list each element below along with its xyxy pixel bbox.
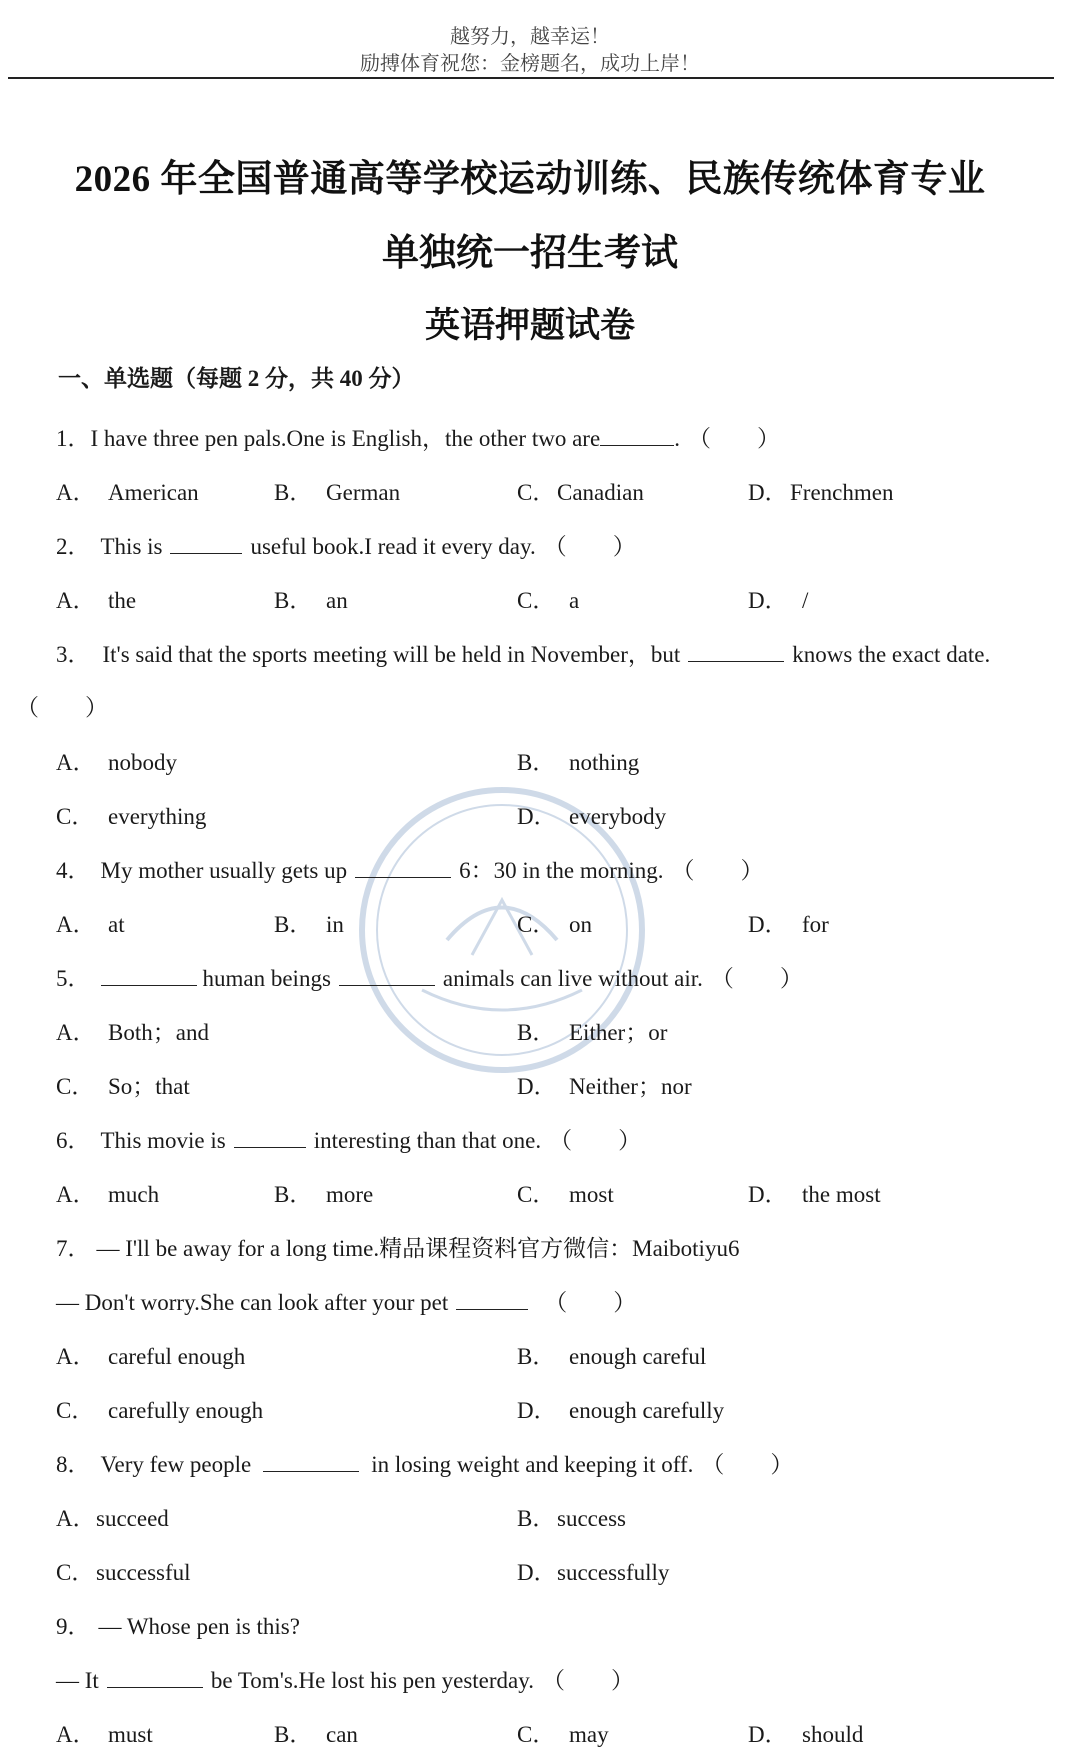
header-rule: [8, 77, 1054, 79]
answer-paren[interactable]: （ ）: [549, 1128, 642, 1153]
exam-title-line-2: 单独统一招生考试: [382, 233, 678, 274]
option-4b[interactable]: B． in: [274, 912, 344, 937]
answer-blank[interactable]: [688, 642, 784, 662]
option-5d[interactable]: D． Neither；nor: [517, 1074, 692, 1099]
question-4: 4． My mother usually gets up 6：30 in the morning. （ ）: [56, 852, 764, 885]
option-8c[interactable]: C．successful: [56, 1560, 191, 1585]
option-2b[interactable]: B． an: [274, 588, 348, 613]
answer-paren[interactable]: （ ）: [543, 534, 636, 559]
option-2c[interactable]: C． a: [517, 588, 580, 613]
answer-blank[interactable]: [600, 426, 674, 446]
option-4c[interactable]: C． on: [517, 912, 592, 937]
question-9: 9． — Whose pen is this?: [56, 1614, 300, 1639]
question-5: 5． human beings animals can live without air. （ ）: [56, 960, 803, 993]
option-9d[interactable]: D． should: [748, 1722, 864, 1747]
answer-paren[interactable]: （ ）: [701, 1452, 794, 1477]
option-3c[interactable]: C． everything: [56, 804, 207, 829]
option-7d[interactable]: D． enough carefully: [517, 1398, 725, 1423]
option-3b[interactable]: B． nothing: [517, 750, 640, 775]
option-7b[interactable]: B． enough careful: [517, 1344, 707, 1369]
section-heading: 一、单选题（每题 2 分，共 40 分）: [58, 366, 415, 391]
option-6a[interactable]: A． much: [56, 1182, 160, 1207]
option-3d[interactable]: D． everybody: [517, 804, 667, 829]
option-9a[interactable]: A． must: [56, 1722, 153, 1747]
option-4d[interactable]: D． for: [748, 912, 829, 937]
option-3a[interactable]: A． nobody: [56, 750, 177, 775]
question-7-reply: — Don't worry.She can look after your pet （ ）: [56, 1284, 636, 1317]
option-1a[interactable]: A． American: [56, 480, 199, 505]
answer-blank[interactable]: [263, 1452, 359, 1472]
answer-blank[interactable]: [170, 534, 242, 554]
option-8d[interactable]: D．successfully: [517, 1560, 670, 1585]
option-5b[interactable]: B． Either；or: [517, 1020, 668, 1045]
option-6b[interactable]: B． more: [274, 1182, 374, 1207]
option-1d[interactable]: D． Frenchmen: [748, 480, 894, 505]
answer-paren[interactable]: （ ）: [687, 426, 780, 451]
answer-paren[interactable]: （ ）: [16, 695, 108, 720]
option-6d[interactable]: D． the most: [748, 1182, 881, 1207]
option-1c[interactable]: C．Canadian: [517, 480, 644, 505]
option-5c[interactable]: C． So；that: [56, 1074, 190, 1099]
answer-blank[interactable]: [456, 1290, 528, 1310]
answer-blank[interactable]: [355, 858, 451, 878]
option-7a[interactable]: A． careful enough: [56, 1344, 246, 1369]
option-2d[interactable]: D． /: [748, 588, 809, 613]
answer-paren[interactable]: （ ）: [710, 966, 803, 991]
option-2a[interactable]: A． the: [56, 588, 137, 613]
exam-title-line-1: 2026 年全国普通高等学校运动训练、民族传统体育专业: [74, 159, 986, 200]
option-8b[interactable]: B．success: [517, 1506, 626, 1531]
option-9c[interactable]: C． may: [517, 1722, 609, 1747]
option-5a[interactable]: A． Both；and: [56, 1020, 209, 1045]
option-9b[interactable]: B． can: [274, 1722, 358, 1747]
option-1b[interactable]: B． German: [274, 480, 401, 505]
question-7: 7． — I'll be away for a long time.精品课程资料官方微信：Maibotiyu6: [56, 1236, 740, 1261]
option-4a[interactable]: A． at: [56, 912, 125, 937]
answer-blank[interactable]: [234, 1128, 306, 1148]
option-6c[interactable]: C． most: [517, 1182, 614, 1207]
answer-paren[interactable]: （ ）: [542, 1668, 635, 1693]
answer-paren[interactable]: （ ）: [671, 858, 764, 883]
question-1: 1．I have three pen pals.One is English，the other two are . （ ）: [56, 420, 780, 453]
answer-blank[interactable]: [339, 966, 435, 986]
question-6: 6． This movie is interesting than that one. （ ）: [56, 1122, 641, 1155]
option-8a[interactable]: A．succeed: [56, 1506, 169, 1531]
paper-subtitle: 英语押题试卷: [424, 306, 635, 345]
answer-paren[interactable]: （ ）: [544, 1290, 637, 1315]
option-7c[interactable]: C． carefully enough: [56, 1398, 264, 1423]
header-wishes: 励搏体育祝您：金榜题名，成功上岸！: [360, 53, 700, 75]
question-9-reply: — It be Tom's.He lost his pen yesterday. （ ）: [56, 1662, 634, 1695]
answer-blank[interactable]: [101, 966, 197, 986]
question-2: 2． This is useful book.I read it every day. （ ）: [56, 528, 636, 561]
question-8: 8． Very few people in losing weight and keeping it off. （ ）: [56, 1446, 793, 1479]
header-slogan: 越努力，越幸运！: [450, 26, 610, 48]
question-3: 3． It's said that the sports meeting will be held in November，but knows the exact date.: [56, 642, 991, 667]
answer-blank[interactable]: [107, 1668, 203, 1688]
